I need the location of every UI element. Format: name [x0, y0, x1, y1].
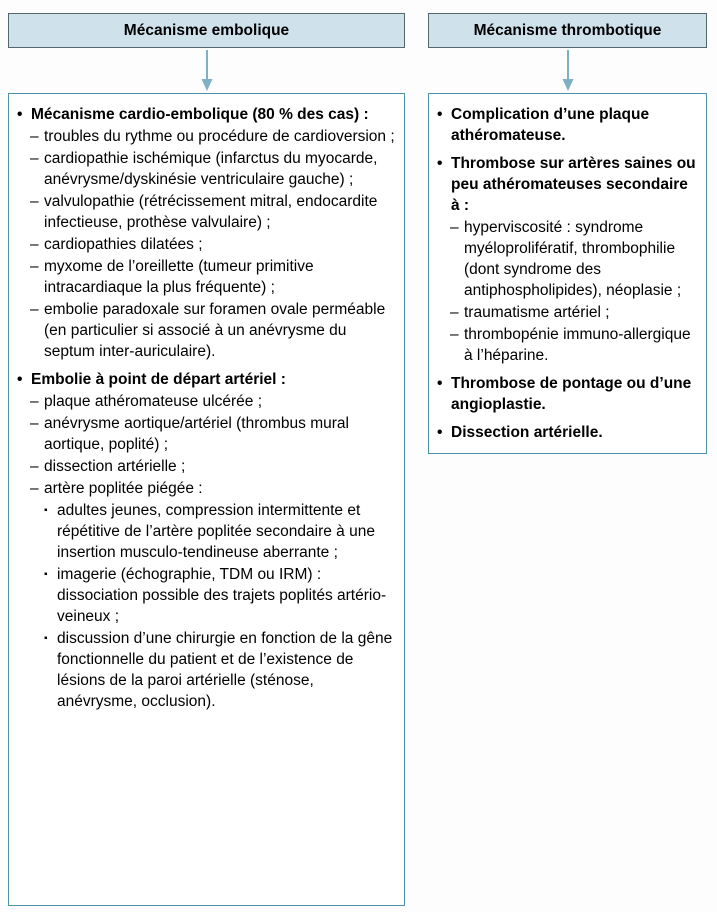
list-item [437, 324, 699, 366]
content-box [8, 93, 405, 906]
bullet-marker-icon: – [450, 326, 459, 343]
down-arrow-icon [560, 48, 576, 93]
list-item [437, 104, 699, 146]
list-item-text: hyperviscosité : syndrome myéloprolifératif, thrombophilie (dont syndrome des antiphospholipides), néoplasie ; [464, 219, 682, 299]
bullet-marker-icon: – [30, 301, 39, 318]
list-item-text: Thrombose sur artères saines ou peu athéromateuses secondaire à : [451, 155, 696, 214]
list-item-text: cardiopathie ischémique (infarctus du myocarde, anévrysme/dyskinésie ventriculaire gauche) ; [44, 150, 378, 188]
list-item [17, 628, 397, 712]
list-item-text: valvulopathie (rétrécissement mitral, endocardite infectieuse, prothèse valvulaire) ; [44, 193, 378, 231]
column-thrombotique [428, 13, 707, 454]
list-item-text: adultes jeunes, compression intermittente et répétitive de l’artère poplitée secondaire à une insertion musculo-tendineuse aberrante ; [57, 502, 375, 561]
bullet-marker-icon: ▪ [44, 505, 48, 516]
bullet-marker-icon: – [30, 236, 39, 253]
bullet-marker-icon: – [450, 304, 459, 321]
list-item-text: artère poplitée piégée : [44, 480, 203, 497]
column-header [8, 13, 405, 48]
bullet-marker-icon: ▪ [44, 633, 48, 644]
list-item [17, 564, 397, 627]
list-item-text: cardiopathies dilatées ; [44, 236, 203, 253]
down-arrow-icon [199, 48, 215, 93]
bullet-marker-icon: ▪ [44, 569, 48, 580]
list-item-text: Embolie à point de départ artériel : [31, 371, 286, 388]
bullet-marker-icon: • [437, 375, 443, 392]
list-item [17, 126, 397, 147]
list-item-text: thrombopénie immuno-allergique à l’héparine. [464, 326, 691, 364]
list-item-text: traumatisme artériel ; [464, 304, 610, 321]
bullet-marker-icon: – [30, 128, 39, 145]
bullet-marker-icon: • [437, 424, 443, 441]
list-item [17, 456, 397, 477]
bullet-marker-icon: – [30, 393, 39, 410]
list-item [437, 373, 699, 415]
list-item-text: dissection artérielle ; [44, 458, 186, 475]
list-item [17, 256, 397, 298]
content-box [428, 93, 707, 454]
list-item [17, 413, 397, 455]
list-item [17, 391, 397, 412]
list-item [17, 500, 397, 563]
bullet-marker-icon: • [437, 155, 443, 172]
list-item [17, 299, 397, 362]
bullet-marker-icon: – [30, 258, 39, 275]
column-embolique [8, 13, 405, 906]
list-item-text: imagerie (échographie, TDM ou IRM) : dissociation possible des trajets poplités artério-veineux ; [57, 566, 387, 625]
list-item-text: Mécanisme cardio-embolique (80 % des cas) : [31, 106, 369, 123]
list-item [437, 153, 699, 216]
list-item-text: myxome de l’oreillette (tumeur primitive intracardiaque la plus fréquente) ; [44, 258, 314, 296]
list-item-text: embolie paradoxale sur foramen ovale perméable (en particulier si associé à un anévrysme du septum inter-auriculaire). [44, 301, 386, 360]
list-item-text: anévrysme aortique/artériel (thrombus mural aortique, poplité) ; [44, 415, 349, 453]
list-item-text: troubles du rythme ou procédure de cardioversion ; [44, 128, 395, 145]
list-item [437, 302, 699, 323]
list-item [437, 217, 699, 301]
list-item-text: Thrombose de pontage ou d’une angioplastie. [451, 375, 692, 413]
list-item [437, 422, 699, 443]
column-header [428, 13, 707, 48]
list-item-text: plaque athéromateuse ulcérée ; [44, 393, 263, 410]
column-header-label: Mécanisme embolique [123, 22, 290, 39]
list-item-text: discussion d’une chirurgie en fonction de la gêne fonctionnelle du patient et de l’existence de lésions de la paroi artérielle (sténose, anévrysme, occlusion). [57, 630, 393, 710]
list-item [17, 148, 397, 190]
list-item-text: Dissection artérielle. [451, 424, 603, 441]
bullet-marker-icon: – [30, 458, 39, 475]
list-item [17, 369, 397, 390]
column-header-label: Mécanisme thrombotique [473, 22, 662, 39]
down-arrow-svg [199, 50, 215, 92]
bullet-marker-icon: – [30, 150, 39, 167]
list-item [17, 104, 397, 125]
bullet-marker-icon: – [30, 480, 39, 497]
bullet-marker-icon: – [30, 193, 39, 210]
list-item [17, 191, 397, 233]
bullet-marker-icon: • [437, 106, 443, 123]
list-item [17, 234, 397, 255]
list-item [17, 478, 397, 499]
down-arrow-svg [560, 50, 576, 92]
bullet-marker-icon: • [17, 371, 23, 388]
list-item-text: Complication d’une plaque athéromateuse. [451, 106, 650, 144]
bullet-marker-icon: – [450, 219, 459, 236]
bullet-marker-icon: • [17, 106, 23, 123]
bullet-marker-icon: – [30, 415, 39, 432]
